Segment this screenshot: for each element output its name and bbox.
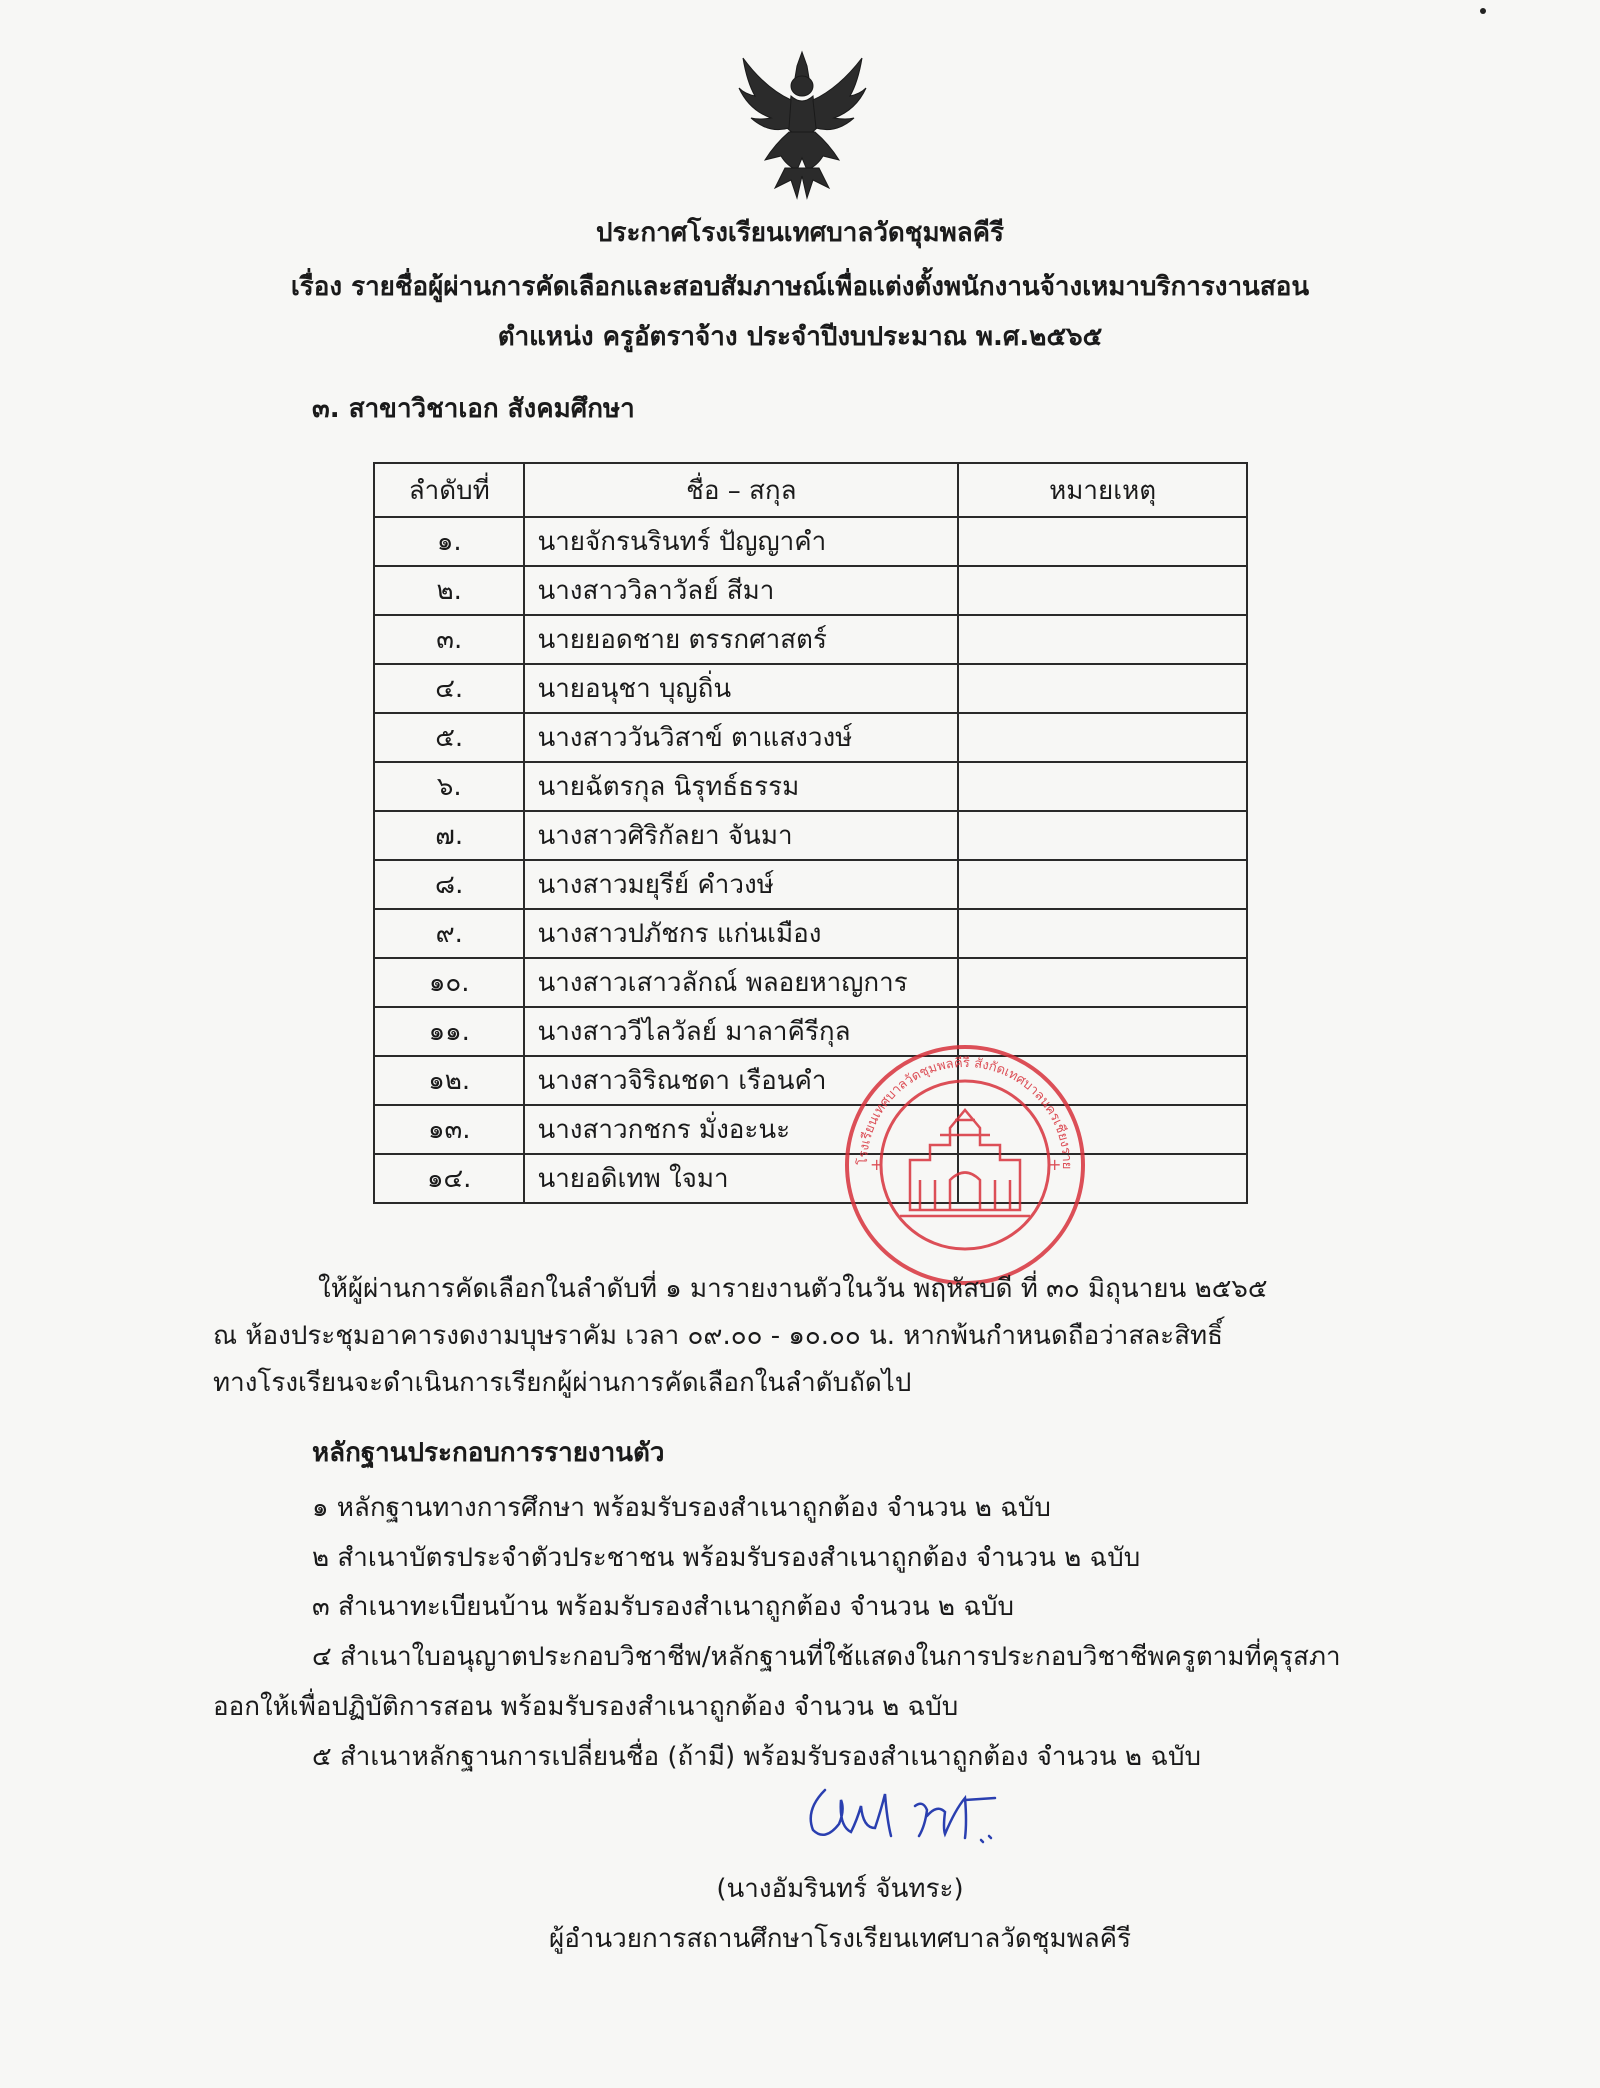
row-name: นางสาวศิริกัลยา จันมา: [524, 811, 958, 860]
announcement-subject: เรื่อง รายชื่อผู้ผ่านการคัดเลือกและสอบสัมภาษณ์เพื่อแต่งตั้งพนักงานจ้างเหมาบริการงานสอน: [290, 272, 1310, 302]
row-number: ๖.: [374, 762, 524, 811]
row-number: ๒.: [374, 566, 524, 615]
ink-dot: [1480, 8, 1486, 14]
section-title: ๓. สาขาวิชาเอก สังคมศึกษา: [312, 394, 635, 424]
table-row: [374, 615, 1247, 664]
row-name: นางสาววิลาวัลย์ สีมา: [524, 566, 958, 615]
stamp-text: โรงเรียนเทศบาลวัดชุมพลคีรี สังกัดเทศบาลนครเชียงราย: [855, 1055, 1075, 1170]
evidence-item: ๔ สำเนาใบอนุญาตประกอบวิชาชีพ/หลักฐานที่ใช้แสดงในการประกอบวิชาชีพครูตามที่คุรุสภา: [312, 1642, 1341, 1672]
row-number: ๓.: [374, 615, 524, 664]
table-row: [374, 811, 1247, 860]
row-name: นางสาวกชกร มั่งอะนะ: [524, 1105, 958, 1154]
announcement-position: ตำแหน่ง ครูอัตราจ้าง ประจำปีงบประมาณ พ.ศ.๒๕๖๕: [497, 322, 1103, 352]
evidence-item: ๑ หลักฐานทางการศึกษา พร้อมรับรองสำเนาถูกต้อง จำนวน ๒ ฉบับ: [312, 1493, 1051, 1523]
table-row: [374, 664, 1247, 713]
school-seal-stamp-icon: [840, 1040, 1090, 1290]
row-note: [958, 664, 1247, 713]
row-note: [958, 762, 1247, 811]
report-instruction-line-2: ณ ห้องประชุมอาคารงดงามบุษราคัม เวลา ๐๙.๐๐ - ๑๐.๐๐ น. หากพ้นกำหนดถือว่าสละสิทธิ์: [213, 1321, 1224, 1351]
row-name: นายอนุชา บุญถิ่น: [524, 664, 958, 713]
header-name: ชื่อ – สกุล: [524, 463, 958, 517]
row-number: ๑.: [374, 517, 524, 566]
row-note: [958, 713, 1247, 762]
row-name: นายฉัตรกุล นิรุทธ์ธรรม: [524, 762, 958, 811]
table-row: [374, 517, 1247, 566]
header-note: หมายเหตุ: [958, 463, 1247, 517]
row-name: นางสาวจิริณชดา เรือนคำ: [524, 1056, 958, 1105]
header-order: ลำดับที่: [374, 463, 524, 517]
garuda-emblem-icon: [735, 48, 870, 208]
row-number: ๔.: [374, 664, 524, 713]
row-note: [958, 615, 1247, 664]
row-name: นายอดิเทพ ใจมา: [524, 1154, 958, 1203]
table-row: [374, 1154, 1247, 1203]
row-number: ๑๐.: [374, 958, 524, 1007]
evidence-item-continued: ออกให้เพื่อปฏิบัติการสอน พร้อมรับรองสำเนาถูกต้อง จำนวน ๒ ฉบับ: [213, 1692, 959, 1722]
row-number: ๑๓.: [374, 1105, 524, 1154]
table-row: [374, 1105, 1247, 1154]
row-note: [958, 909, 1247, 958]
table-row: [374, 860, 1247, 909]
evidence-title: หลักฐานประกอบการรายงานตัว: [312, 1438, 665, 1468]
table-row: [374, 909, 1247, 958]
evidence-item: ๕ สำเนาหลักฐานการเปลี่ยนชื่อ (ถ้ามี) พร้อมรับรองสำเนาถูกต้อง จำนวน ๒ ฉบับ: [312, 1742, 1202, 1772]
announcement-title: ประกาศโรงเรียนเทศบาลวัดชุมพลคีรี: [595, 218, 1005, 248]
signer-name: (นางอัมรินทร์ จันทระ): [716, 1874, 964, 1904]
table-row: [374, 713, 1247, 762]
table-header-row: [374, 463, 1247, 517]
row-name: นายยอดชาย ตรรกศาสตร์: [524, 615, 958, 664]
table-row: [374, 958, 1247, 1007]
row-note: [958, 566, 1247, 615]
evidence-item: ๒ สำเนาบัตรประจำตัวประชาชน พร้อมรับรองสำเนาถูกต้อง จำนวน ๒ ฉบับ: [312, 1543, 1141, 1573]
row-name: นางสาวมยุรีย์ คำวงษ์: [524, 860, 958, 909]
evidence-item: ๓ สำเนาทะเบียนบ้าน พร้อมรับรองสำเนาถูกต้อง จำนวน ๒ ฉบับ: [312, 1592, 1015, 1622]
row-name: นางสาววันวิสาข์ ตาแสงวงษ์: [524, 713, 958, 762]
row-number: ๑๔.: [374, 1154, 524, 1203]
row-note: [958, 860, 1247, 909]
row-name: นายจักรนรินทร์ ปัญญาคำ: [524, 517, 958, 566]
table-row: [374, 762, 1247, 811]
signature-image: [795, 1770, 1005, 1860]
row-note: [958, 811, 1247, 860]
row-number: ๑๒.: [374, 1056, 524, 1105]
signer-position: ผู้อำนวยการสถานศึกษาโรงเรียนเทศบาลวัดชุมพลคีรี: [548, 1924, 1132, 1954]
row-number: ๑๑.: [374, 1007, 524, 1056]
row-note: [958, 958, 1247, 1007]
table-row: [374, 1056, 1247, 1105]
row-name: นางสาวเสาวลักณ์ พลอยหาญการ: [524, 958, 958, 1007]
row-name: นางสาววีไลวัลย์ มาลาคีรีกุล: [524, 1007, 958, 1056]
row-number: ๗.: [374, 811, 524, 860]
table-row: [374, 1007, 1247, 1056]
row-number: ๙.: [374, 909, 524, 958]
svg-text:+: +: [1048, 1155, 1062, 1174]
row-number: ๕.: [374, 713, 524, 762]
row-number: ๘.: [374, 860, 524, 909]
report-instruction-line-1: ให้ผู้ผ่านการคัดเลือกในลำดับที่ ๑ มารายงานตัวในวัน พฤหัสบดี ที่ ๓๐ มิถุนายน ๒๕๖๕: [318, 1274, 1268, 1304]
table-row: [374, 566, 1247, 615]
report-instruction-line-3: ทางโรงเรียนจะดำเนินการเรียกผู้ผ่านการคัดเลือกในลำดับถัดไป: [213, 1368, 912, 1398]
row-name: นางสาวปภัชกร แก่นเมือง: [524, 909, 958, 958]
row-note: [958, 517, 1247, 566]
svg-text:+: +: [870, 1155, 884, 1174]
candidate-table: [373, 462, 1248, 1204]
